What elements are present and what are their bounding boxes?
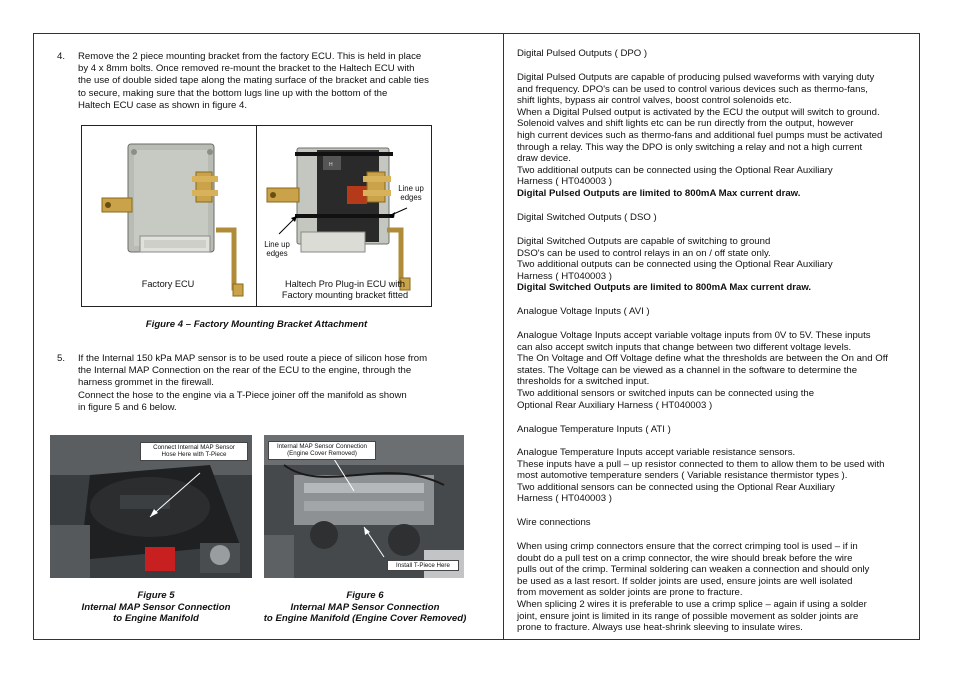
factory-ecu-label: Factory ECU [141,279,195,289]
column-divider [503,33,504,640]
figure-5-callout: Connect Internal MAP Sensor Hose Here with T-Piece [140,442,248,461]
ati-heading: Analogue Temperature Inputs ( ATI ) [517,424,671,435]
step-5-line: harness grommet in the firewall. [78,377,214,389]
step-4-line: the use of double sided tape along the mating surface of the bracket and cable ties [78,75,429,87]
step-4-line: Remove the 2 piece mounting bracket from the factory ECU. This is held in place [78,51,422,62]
haltech-ecu-label: Haltech Pro Plug-in ECU with Factory mounting bracket fitted [281,279,409,300]
step-4-line: to secure, making sure that the bottom lugs line up with the bottom of the [78,87,388,99]
figure-5-caption: Figure 5 Internal MAP Sensor Connection to Engine Manifold [81,590,231,624]
step-4-line: by 4 x 8mm bolts. Once removed re-mount the bracket to the Haltech ECU with [78,63,415,75]
line-up-label-right: Line up edges [398,184,424,202]
step-number: 4. [57,51,66,62]
figure-6-caption: Figure 6 Internal MAP Sensor Connection to Engine Manifold (Engine Cover Removed) [263,590,467,624]
step-5-line: the Internal MAP Connection on the rear of the ECU to the engine, through the [78,365,412,377]
dso-limit-note: Digital Switched Outputs are limited to 800mA Max current draw. [517,282,812,294]
dso-heading: Digital Switched Outputs ( DSO ) [517,212,657,223]
dpo-limit-note: Digital Pulsed Outputs are limited to 800mA Max current draw. [517,187,801,199]
step-5-line: Connect the hose to the engine via a T-Piece joiner off the manifold as shown [78,389,407,401]
figure-4 [81,125,432,307]
figure-6-callout-top: Internal MAP Sensor Connection (Engine Cover Removed) [268,441,376,460]
figure-4-caption: Figure 4 – Factory Mounting Bracket Attachment [145,319,368,330]
dso-body: Digital Switched Outputs are capable of switching to ground DSO's can be used to control relays in an on / off state only. Two additional outputs can be connected using the Optional Rear Auxiliary Harness ( HT040003 ) Digital Switched Outputs are limited to 800mA Max current draw. [517,236,833,294]
figure-6-callout-bottom: Install T-Piece Here [387,560,459,571]
step-number: 5. [57,353,66,364]
step-4-line: Haltech ECU case as shown in figure 4. [78,99,248,111]
step-5-line: If the Internal 150 kPa MAP sensor is to be used route a piece of silicon hose from [78,353,428,364]
step-5 [57,353,477,417]
dpo-body: Digital Pulsed Outputs are capable of producing pulsed waveforms with varying duty and frequency. DPO's can be used to control various devices such as thermo-fans, shift lights, bypass air control valves, boost control solenoids etc. When a Digital Pulsed output is activated by the ECU the output will switch to ground. Solenoid valves and shift lights etc can be run directly from the output, however high current devices such as thermo-fans and additional fuel pumps must be activated through a relay. This way the DPO is only switching a relay and not a high current draw device. Two additional outputs can be connected using the Optional Rear Auxiliary Harness ( HT040003 ) Digital Pulsed Outputs are limited to 800mA Max current draw. [517,72,883,199]
ati-body: Analogue Temperature Inputs accept variable resistance sensors. These inputs have a pull – up resistor connected to them to allow them to be used with most automotive temperature senders ( Variable resistance thermistor types ). Two additional sensors can be connected using the Optional Rear Auxiliary Harness ( HT040003 ) [517,447,885,505]
wire-body: When using crimp connectors ensure that the correct crimping tool is used – if in doubt do a pull test on a crimp connector, the wire should break before the wire pulls out of the crimp. Terminal soldering can weaken a connection and should only be used as a last resort. If solder joints are used, ensure joints are well isolated from movement as solder joints are prone to fracture. When splicing 2 wires it is preferable to use a crimp splice – again if using a solder joint, ensure joint is limited in its range of possible movement as solder joints are prone to fracture. Always use heat-shrink sleeving to insulate wires. [517,541,870,634]
avi-heading: Analogue Voltage Inputs ( AVI ) [517,306,650,317]
figure-6-photo [264,435,464,578]
dpo-heading: Digital Pulsed Outputs ( DPO ) [517,48,648,59]
svg-text:H: H [329,162,333,168]
figure-5-photo [50,435,252,578]
line-up-label-left: Line up edges [264,240,290,258]
wire-heading: Wire connections [517,517,591,528]
step-5-line: in figure 5 and 6 below. [78,401,177,413]
step-4 [57,51,477,115]
avi-body: Analogue Voltage Inputs accept variable voltage inputs from 0V to 5V. These inputs can also accept switch inputs that change between two different voltage levels. The On Voltage and Off Voltage define what the thresholds are between the On and Off states. The Voltage can be viewed as a channel in the software to determine the thresholds for a switched input. Two additional sensors or switched inputs can be connected using the Optional Rear Auxiliary Harness ( HT040003 ) [517,330,888,411]
